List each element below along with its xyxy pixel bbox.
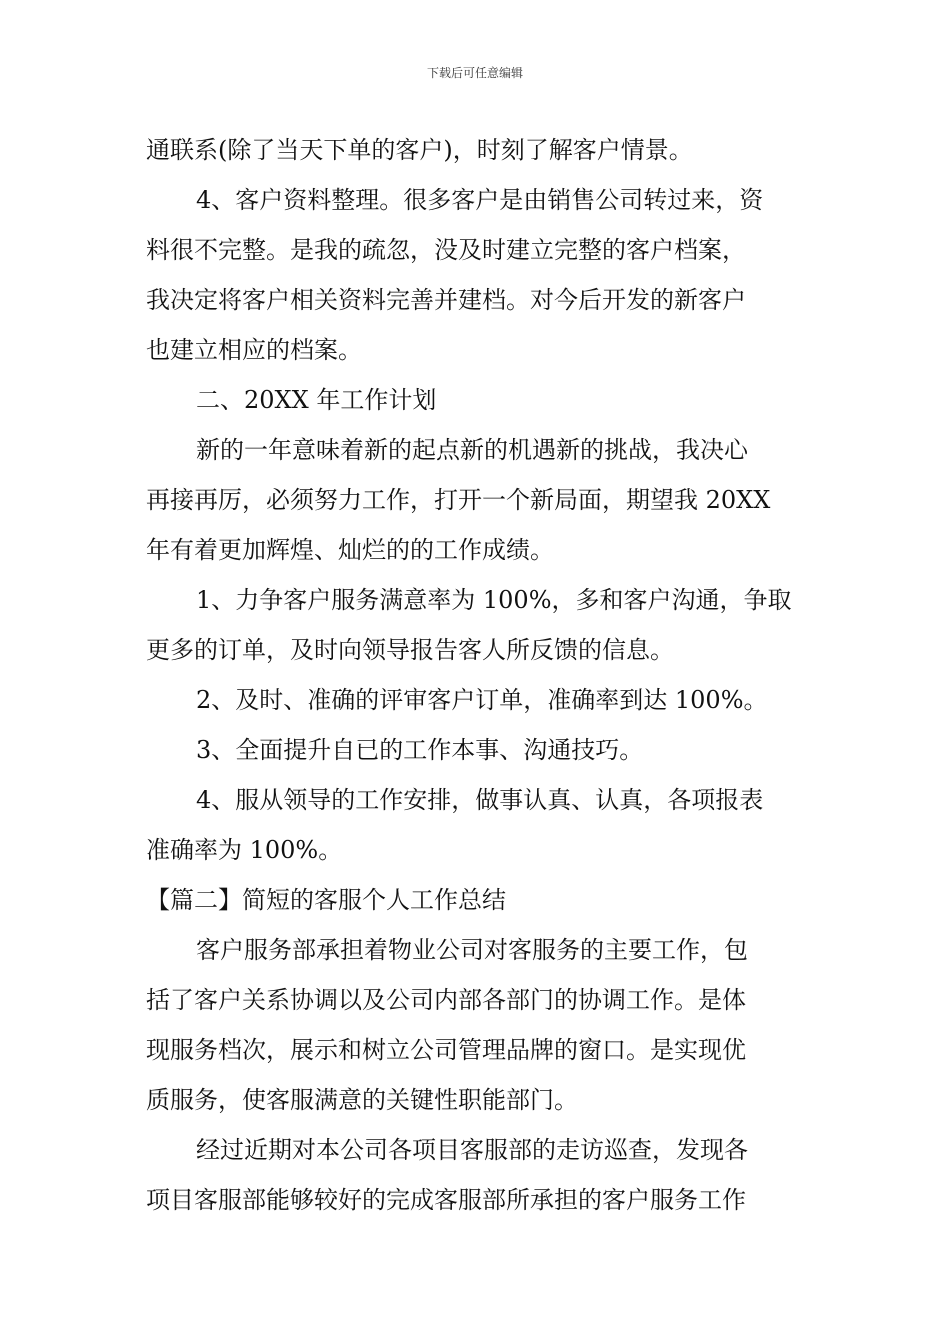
text-line: 料很不完整。是我的疏忽，没及时建立完整的客户档案， — [146, 236, 746, 264]
text-line: 现服务档次，展示和树立公司管理品牌的窗口。是实现优 — [146, 1036, 746, 1064]
text-line: 4、服从领导的工作安排，做事认真、认真，各项报表 — [196, 786, 764, 814]
text-line: 客户服务部承担着物业公司对客服务的主要工作，包 — [196, 936, 748, 964]
text-line: 1、力争客户服务满意率为 100%，多和客户沟通，争取 — [196, 586, 792, 614]
text-line: 更多的订单，及时向领导报告客人所反馈的信息。 — [146, 636, 674, 664]
text-line: 通联系(除了当天下单的客户)，时刻了解客户情景。 — [146, 136, 693, 164]
text-line: 2、及时、准确的评审客户订单，准确率到达 100%。 — [196, 686, 768, 714]
text-line: 经过近期对本公司各项目客服部的走访巡查，发现各 — [196, 1136, 748, 1164]
document-body — [146, 125, 808, 1225]
text-line: 再接再厉，必须努力工作，打开一个新局面，期望我 20XX — [146, 486, 771, 514]
page-header: 下载后可任意编辑 — [426, 66, 523, 80]
text-line: 质服务，使客服满意的关键性职能部门。 — [146, 1086, 578, 1114]
text-line: 【篇二】简短的客服个人工作总结 — [146, 886, 506, 914]
text-line: 也建立相应的档案。 — [146, 336, 362, 364]
text-line: 准确率为 100%。 — [146, 836, 343, 864]
text-line: 年有着更加辉煌、灿烂的的工作成绩。 — [146, 536, 554, 564]
text-line: 项目客服部能够较好的完成客服部所承担的客户服务工作 — [146, 1186, 746, 1214]
text-line: 二、20XX 年工作计划 — [196, 386, 437, 414]
text-line: 3、全面提升自已的工作本事、沟通技巧。 — [196, 736, 644, 764]
text-line: 4、客户资料整理。很多客户是由销售公司转过来，资 — [196, 186, 764, 214]
text-line: 括了客户关系协调以及公司内部各部门的协调工作。是体 — [146, 986, 746, 1014]
text-line: 新的一年意味着新的起点新的机遇新的挑战，我决心 — [196, 436, 748, 464]
text-line: 我决定将客户相关资料完善并建档。对今后开发的新客户 — [146, 286, 746, 314]
